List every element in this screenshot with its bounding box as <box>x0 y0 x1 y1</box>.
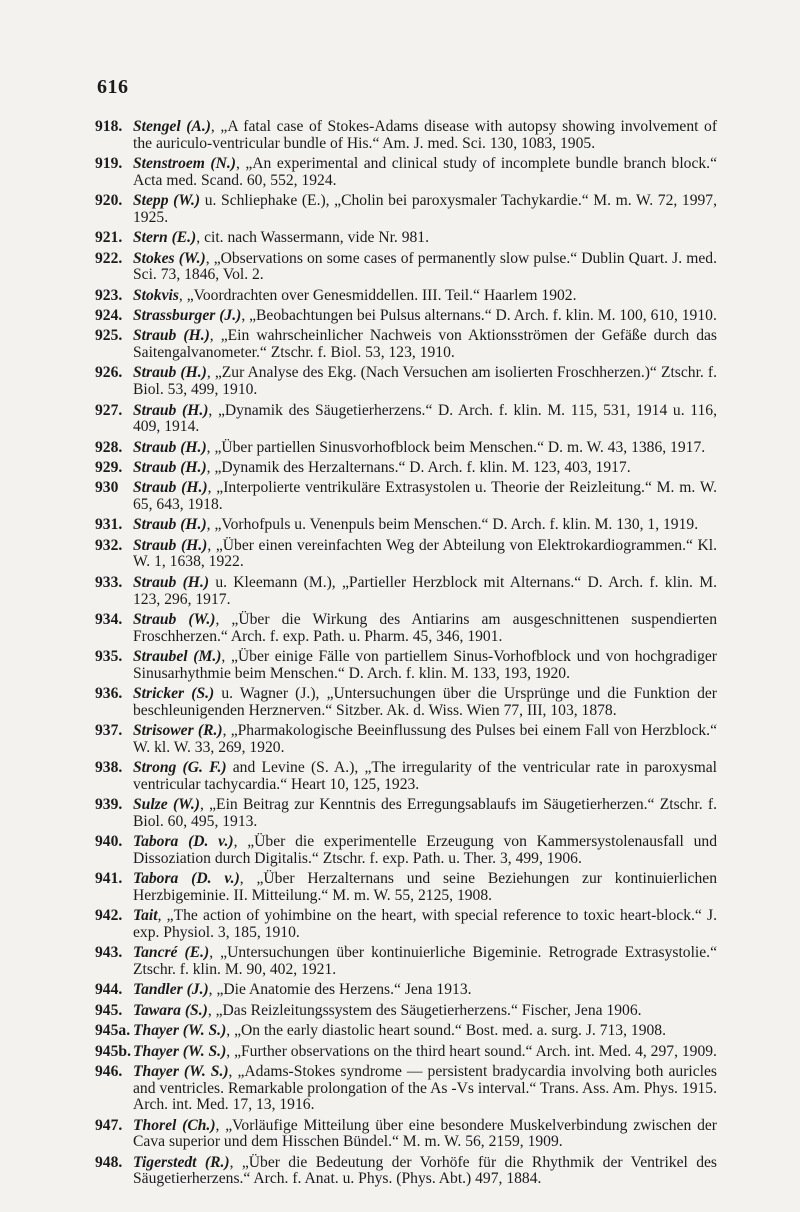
reference-author: Tigerstedt (R.) <box>133 1153 230 1171</box>
reference-entry <box>95 460 717 477</box>
reference-author: Thayer (W. S.) <box>133 1063 229 1080</box>
reference-number: 930 <box>95 479 119 497</box>
reference-entry <box>95 908 717 941</box>
reference-author: Stengel (A.) <box>133 118 211 135</box>
reference-author: Strong (G. F.) <box>133 759 227 777</box>
reference-text <box>133 908 717 941</box>
reference-number: 948. <box>95 1153 123 1171</box>
reference-number: 937. <box>95 722 123 740</box>
reference-entry <box>95 1064 717 1114</box>
reference-entry <box>95 1118 717 1151</box>
reference-author: Tancré (E.) <box>133 944 210 962</box>
reference-number: 920. <box>95 192 123 210</box>
reference-text <box>133 460 717 477</box>
reference-author: Stern (E.) <box>133 229 197 247</box>
reference-entry <box>95 517 717 534</box>
reference-citation: , „Vorläufige Mitteilung über eine besondere Muskelverbindung zwischen der Cava superior und dem Hisschen Bündel.“ M. m. W. 56, 2159, 1909. <box>133 1116 717 1151</box>
reference-entry <box>95 834 717 867</box>
reference-citation: , „Über einige Fälle von partiellem Sinus-Vorhofblock und von hochgradiger Sinusarhythmie beim Menschen.“ D. Arch. f. klin. M. 133, 193, 1920. <box>133 647 717 682</box>
reference-entry <box>95 156 717 189</box>
reference-entry <box>95 1003 717 1020</box>
reference-text <box>133 982 717 999</box>
reference-entry <box>95 797 717 830</box>
reference-text <box>133 834 717 867</box>
reference-number: 944. <box>95 981 123 999</box>
reference-citation: , cit. nach Wassermann, vide Nr. 981. <box>196 229 430 247</box>
reference-text <box>133 288 717 305</box>
reference-number: 939. <box>95 796 123 814</box>
reference-author: Strisower (R.) <box>133 722 223 740</box>
reference-citation: , „Das Reizleitungssystem des Säugetierherzens.“ Fischer, Jena 1906. <box>207 1001 642 1019</box>
reference-text <box>133 575 717 608</box>
reference-author: Straub (H.) <box>133 364 207 382</box>
reference-entry <box>95 230 717 247</box>
reference-author: Straub (H.) <box>133 536 208 554</box>
reference-citation: , „Vorhofpuls u. Venenpuls beim Menschen.“ D. Arch. f. klin. M. 130, 1, 1919. <box>206 516 699 534</box>
reference-citation: u. Wagner (J.), „Untersuchungen über die Ursprünge und die Funktion der beschleunigenden Herznerven.“ Sitzber. Ak. d. Wiss. Wien 77, III, 103, 1878. <box>133 685 717 719</box>
reference-author: Stepp (W.) <box>133 192 201 210</box>
reference-author: Stenstroem (N.) <box>133 155 236 173</box>
reference-text <box>133 328 717 361</box>
reference-author: Thorel (Ch.) <box>133 1116 216 1134</box>
reference-citation: , „Dynamik des Herzalternans.“ D. Arch. f. klin. M. 123, 403, 1917. <box>206 458 631 476</box>
reference-number: 943. <box>95 944 123 962</box>
reference-text <box>133 1044 717 1061</box>
reference-citation: , „Dynamik des Säugetierherzens.“ D. Arch. f. klin. M. 115, 531, 1914 u. 116, 409, 1914. <box>133 401 717 436</box>
reference-text <box>133 760 717 793</box>
reference-author: Tawara (S.) <box>133 1001 208 1019</box>
reference-author: Tabora (D. v.) <box>133 833 234 851</box>
reference-number: 932. <box>95 536 123 554</box>
reference-text <box>133 649 717 682</box>
reference-text <box>133 517 717 534</box>
reference-entry <box>95 723 717 756</box>
reference-number: 936. <box>95 685 123 702</box>
reference-text <box>133 723 717 756</box>
reference-entry <box>95 760 717 793</box>
reference-author: Straub (H.) <box>133 458 207 476</box>
reference-author: Straub (H.) <box>133 327 210 345</box>
reference-entry <box>95 945 717 978</box>
reference-number: 941. <box>95 870 123 888</box>
reference-citation: , „Über die experimentelle Erzeugung von Kammersystolenausfall und Dissoziation durch Digitalis.“ Ztschr. f. exp. Path. u. Ther. 3, 499, 1906. <box>133 833 717 867</box>
reference-entry <box>95 365 717 398</box>
reference-entry <box>95 871 717 904</box>
reference-citation: , „Ein Beitrag zur Kenntnis des Erregungsablaufs im Säugetierherzen.“ Ztschr. f. Biol. 60, 495, 1913. <box>133 796 717 830</box>
reference-number: 945a. <box>95 1022 131 1040</box>
reference-author: Tabora (D. v.) <box>133 870 240 888</box>
reference-text <box>133 538 717 571</box>
reference-text <box>133 308 717 325</box>
reference-number: 945. <box>95 1001 123 1019</box>
reference-entry <box>95 686 717 719</box>
reference-author: Straub (H.) <box>133 516 207 534</box>
reference-citation: , „Observations on some cases of permanently slow pulse.“ Dublin Quart. J. med. Sci. 73, 1846, Vol. 2. <box>133 249 717 284</box>
reference-entry <box>95 251 717 284</box>
reference-number: 923. <box>95 286 123 304</box>
reference-entry <box>95 328 717 361</box>
reference-text <box>133 403 717 436</box>
reference-entry <box>95 440 717 457</box>
reference-author: Thayer (W. S.) <box>133 1042 227 1060</box>
reference-author: Tandler (J.) <box>133 981 209 999</box>
reference-text <box>133 156 717 189</box>
reference-text <box>133 1155 717 1188</box>
reference-citation: , „Über die Wirkung des Antiarins am ausgeschnittenen suspendierten Froschherzen.“ Arch. f. exp. Path. u. Pharm. 45, 346, 1901. <box>133 610 718 645</box>
reference-entry <box>95 403 717 436</box>
reference-citation: , „Die Anatomie des Herzens.“ Jena 1913. <box>208 981 472 999</box>
reference-number: 924. <box>95 307 123 324</box>
reference-citation: , „Untersuchungen über kontinuierliche Bigeminie. Retrograde Extrasystolie.“ Ztschr. f. klin. M. 90, 402, 1921. <box>133 944 718 978</box>
reference-author: Strassburger (J.) <box>133 307 242 324</box>
reference-number: 947. <box>95 1116 123 1134</box>
reference-text <box>133 1003 717 1020</box>
reference-author: Stokvis <box>133 286 179 304</box>
reference-number: 931. <box>95 516 123 534</box>
reference-number: 935. <box>95 647 123 665</box>
reference-text <box>133 1064 717 1114</box>
reference-author: Stricker (S.) <box>133 685 215 702</box>
reference-author: Straubel (M.) <box>133 647 222 665</box>
reference-number: 918. <box>95 118 123 135</box>
reference-list <box>95 119 717 1192</box>
reference-number: 927. <box>95 401 123 419</box>
reference-entry <box>95 538 717 571</box>
reference-number: 926. <box>95 364 123 382</box>
reference-author: Sulze (W.) <box>133 796 200 814</box>
reference-citation: , „Further observations on the third heart sound.“ Arch. int. Med. 4, 297, 1909. <box>226 1042 717 1060</box>
reference-citation: , „The action of yohimbine on the heart, with special reference to toxic heart-block.“ J. exp. Physiol. 3, 185, 1910. <box>133 907 717 941</box>
reference-author: Straub (H.) <box>133 573 210 591</box>
reference-author: Straub (H.) <box>133 401 209 419</box>
reference-number: 940. <box>95 833 123 851</box>
reference-number: 938. <box>95 759 123 777</box>
reference-text <box>133 1118 717 1151</box>
reference-text <box>133 871 717 904</box>
reference-citation: , „Beobachtungen bei Pulsus alternans.“ D. Arch. f. klin. M. 100, 610, 1910. <box>241 307 717 324</box>
reference-citation: u. Schliephake (E.), „Cholin bei paroxysmaler Tachykardie.“ M. m. W. 72, 1997, 1925. <box>133 192 717 226</box>
reference-entry <box>95 480 717 513</box>
reference-text <box>133 440 717 457</box>
reference-entry <box>95 288 717 305</box>
reference-citation: , „Interpolierte ventrikuläre Extrasystolen u. Theorie der Reizleitung.“ M. m. W. 65, 643, 1918. <box>133 479 718 513</box>
reference-author: Straub (H.) <box>133 479 208 497</box>
reference-number: 925. <box>95 327 123 345</box>
reference-citation: , „Über einen vereinfachten Weg der Abteilung von Elektrokardiogrammen.“ Kl. W. 1, 1638, 1922. <box>133 536 717 571</box>
reference-citation: , „Adams-Stokes syndrome — persistent bradycardia involving both auricles and ventricles. Remarkable prolongation of the As -Vs interval.“ Trans. Ass. Am. Phys. 1915. Arch. int. Med. 17, 13, 1916. <box>133 1063 717 1114</box>
reference-number: 921. <box>95 229 123 247</box>
reference-number: 945b. <box>95 1042 131 1060</box>
reference-text <box>133 945 717 978</box>
reference-citation: , „On the early diastolic heart sound.“ Bost. med. a. surg. J. 713, 1908. <box>226 1022 666 1040</box>
reference-entry <box>95 982 717 999</box>
reference-citation: and Levine (S. A.), „The irregularity of the ventricular rate in paroxysmal ventricular tachycardia.“ Heart 10, 125, 1923. <box>133 759 717 793</box>
reference-citation: , „Pharmakologische Beeinflussung des Pulses bei einem Fall von Herzblock.“ W. kl. W. 33, 269, 1920. <box>133 722 718 756</box>
reference-text <box>133 230 717 247</box>
reference-text <box>133 797 717 830</box>
reference-entry <box>95 119 717 152</box>
reference-citation: , „An experimental and clinical study of incomplete bundle branch block.“ Acta med. Scand. 60, 552, 1924. <box>133 155 718 189</box>
reference-entry <box>95 1155 717 1188</box>
reference-number: 919. <box>95 155 123 173</box>
reference-author: Thayer (W. S.) <box>133 1022 227 1040</box>
reference-number: 922. <box>95 249 123 267</box>
reference-entry <box>95 649 717 682</box>
reference-citation: , „Ein wahrscheinlicher Nachweis von Aktionsströmen der Gefäße durch das Saitengalvanometer.“ Ztschr. f. Biol. 53, 123, 1910. <box>133 327 717 362</box>
reference-entry <box>95 575 717 608</box>
reference-citation: , „Über die Bedeutung der Vorhöfe für die Rhythmik der Ventrikel des Säugetierherzens.“ Arch. f. Anat. u. Phys. (Phys. Abt.) 497, 1884. <box>133 1153 717 1188</box>
reference-text <box>133 193 717 226</box>
reference-citation: , „Zur Analyse des Ekg. (Nach Versuchen am isolierten Froschherzen.)“ Ztschr. f. Biol. 53, 499, 1910. <box>133 364 717 399</box>
page-number: 616 <box>97 76 129 98</box>
reference-text <box>133 119 717 152</box>
reference-number: 946. <box>95 1063 123 1080</box>
reference-text <box>133 612 717 645</box>
reference-number: 942. <box>95 907 123 925</box>
reference-text <box>133 251 717 284</box>
reference-entry <box>95 308 717 325</box>
reference-text <box>133 365 717 398</box>
reference-citation: , „Über partiellen Sinusvorhofblock beim Menschen.“ D. m. W. 43, 1386, 1917. <box>206 438 706 456</box>
reference-author: Stokes (W.) <box>133 249 206 267</box>
reference-author: Straub (W.) <box>133 610 216 628</box>
reference-number: 934. <box>95 610 123 628</box>
reference-number: 933. <box>95 573 123 591</box>
reference-entry <box>95 612 717 645</box>
reference-number: 928. <box>95 438 123 456</box>
reference-citation: , „Über Herzalternans und seine Beziehungen zur kontinuierlichen Herzbigeminie. II. Mitteilung.“ M. m. W. 55, 2125, 1908. <box>133 870 717 904</box>
reference-number: 929. <box>95 458 123 476</box>
reference-author: Straub (H.) <box>133 438 207 456</box>
reference-text <box>133 686 717 719</box>
reference-citation: u. Kleemann (M.), „Partieller Herzblock mit Alternans.“ D. Arch. f. klin. M. 123, 296, 1917. <box>133 573 717 608</box>
reference-author: Tait <box>133 907 158 925</box>
reference-citation: , „Voordrachten over Genesmiddellen. III. Teil.“ Haarlem 1902. <box>178 286 577 304</box>
reference-entry <box>95 1023 717 1040</box>
reference-text <box>133 480 717 513</box>
reference-entry <box>95 193 717 226</box>
reference-text <box>133 1023 717 1040</box>
reference-citation: , „A fatal case of Stokes-Adams disease with autopsy showing involvement of the auriculo-ventricular bundle of His.“ Am. J. med. Sci. 130, 1083, 1905. <box>133 118 718 152</box>
reference-entry <box>95 1044 717 1061</box>
